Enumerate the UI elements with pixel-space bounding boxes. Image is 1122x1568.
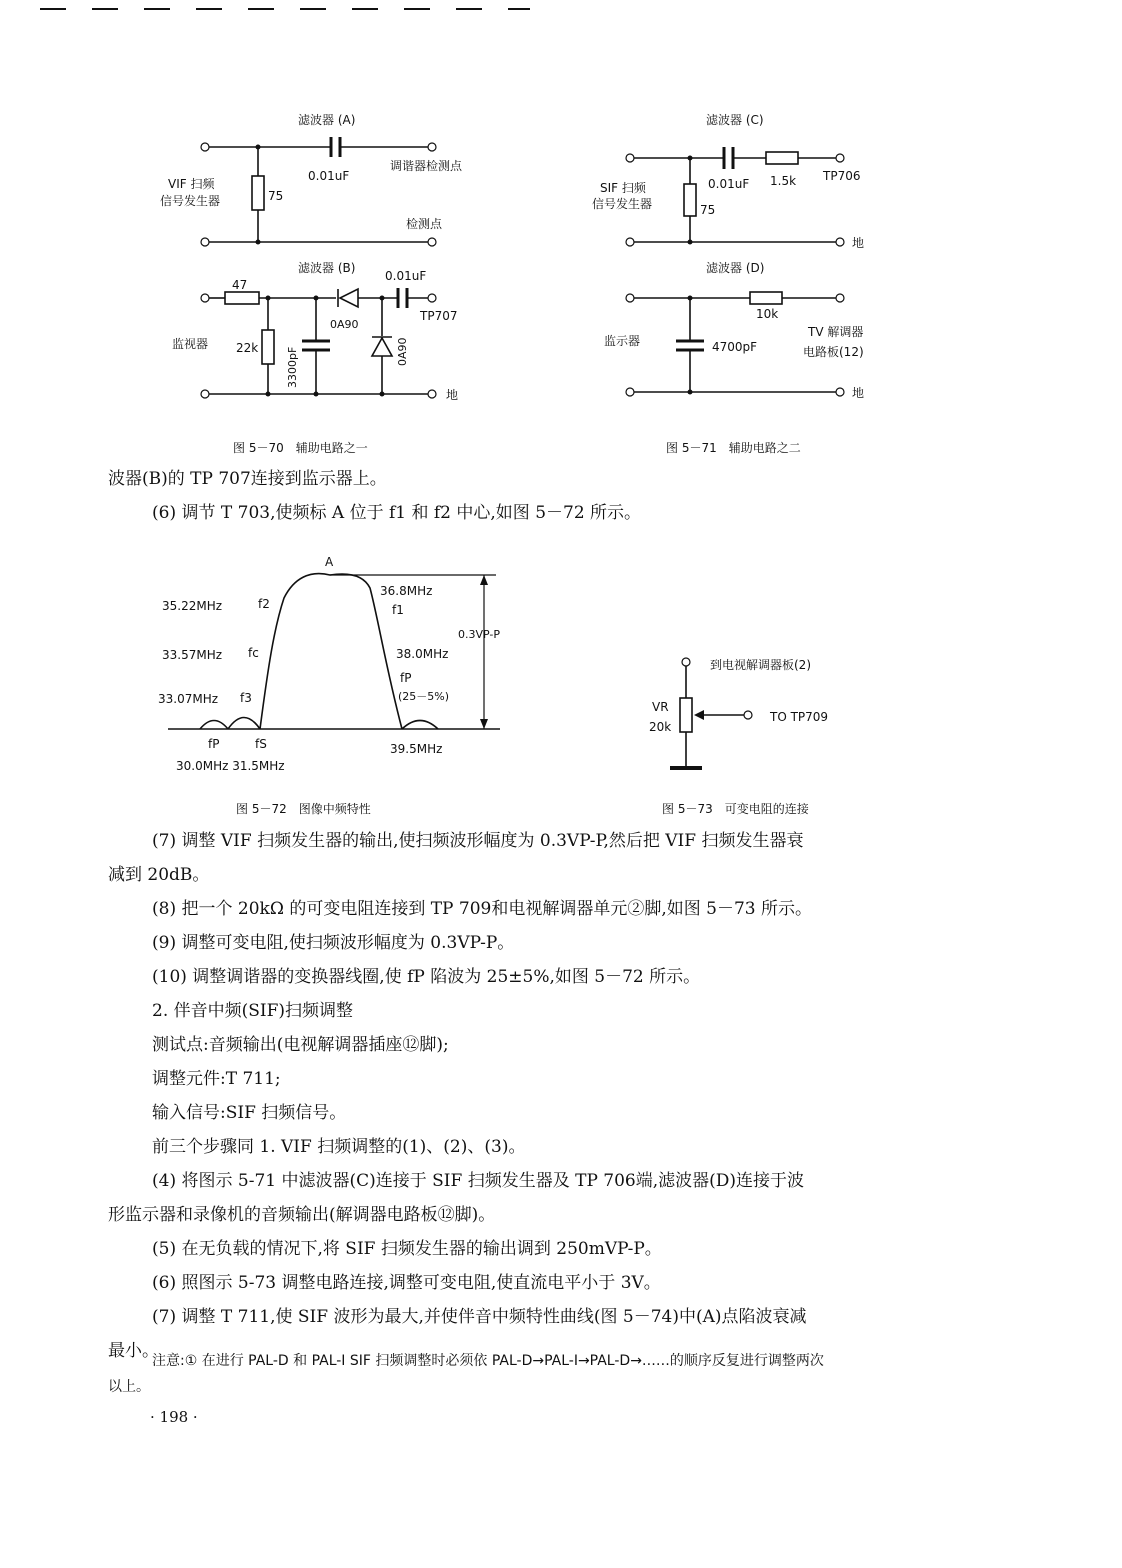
to-tp-label: TO TP709 xyxy=(770,710,829,724)
filter-b-diode2: 0A90 xyxy=(396,337,409,366)
text-line: 输入信号:SIF 扫频信号。 xyxy=(152,1103,347,1123)
terminal xyxy=(682,658,690,666)
terminal xyxy=(836,238,844,246)
side-lobe xyxy=(228,718,260,730)
filter-c-title: 滤波器 (C) xyxy=(706,113,764,127)
diode-horizontal xyxy=(340,289,358,307)
terminal xyxy=(836,294,844,302)
filter-c-res75: 75 xyxy=(700,203,716,217)
body-text-main xyxy=(108,824,988,1368)
filter-b-cap3300: 3300pF xyxy=(286,346,299,388)
terminal xyxy=(836,388,844,396)
fs-label: fS xyxy=(255,737,267,751)
f2-label: f2 xyxy=(258,597,270,611)
filter-a-out-label: 调谐器检测点 xyxy=(390,159,463,173)
terminal xyxy=(201,294,209,302)
terminal xyxy=(201,390,209,398)
filter-a-res-label: 75 xyxy=(268,189,284,203)
fc-label: fc xyxy=(248,646,259,660)
f1-freq: 36.8MHz xyxy=(380,584,433,598)
resistor-22k xyxy=(262,330,274,364)
vr-value: 20k xyxy=(649,720,672,734)
f3-freq: 33.07MHz xyxy=(158,692,219,706)
resistor-75-c xyxy=(684,184,696,216)
text-line: (7) 调整 T 711,使 SIF 波形为最大,并使伴音中频特性曲线(图 5－74)中(A)点陷波衰减 xyxy=(152,1307,807,1327)
text-line: 形监示器和录像机的音频输出(解调器电路板⑫脚)。 xyxy=(108,1205,496,1225)
text-line: (9) 调整可变电阻,使扫频波形幅度为 0.3VP-P。 xyxy=(152,933,515,953)
terminal xyxy=(428,294,436,302)
side-lobe xyxy=(402,721,438,730)
terminal xyxy=(428,238,436,246)
text-line: (8) 把一个 20kΩ 的可变电阻连接到 TP 709和电视解调器单元②脚,如图 5－73 所示。 xyxy=(152,899,813,919)
filter-d-out1: TV 解调器 xyxy=(808,325,864,339)
filter-b-res22: 22k xyxy=(236,341,259,355)
text-line: (6) 调节 T 703,使频标 A 位于 f1 和 f2 中心,如图 5－72 所示。 xyxy=(152,503,642,523)
fp-left-label: fP xyxy=(208,737,220,751)
filter-d-monitor: 监示器 xyxy=(604,334,641,348)
resistor-1-5k xyxy=(766,152,798,164)
high-freq: 39.5MHz xyxy=(390,742,443,756)
terminal xyxy=(428,143,436,151)
terminal xyxy=(428,390,436,398)
fp-freq: 38.0MHz xyxy=(396,647,449,661)
text-line: 减到 20dB。 xyxy=(108,865,210,885)
text-line: (5) 在无负载的情况下,将 SIF 扫频发生器的输出调到 250mVP-P。 xyxy=(152,1239,662,1259)
variable-resistor xyxy=(680,698,692,732)
filter-c-gnd: 地 xyxy=(852,236,865,250)
figure-5-70 xyxy=(0,0,560,470)
filter-a-src2: 信号发生器 xyxy=(160,194,221,208)
filter-b-tp: TP707 xyxy=(420,309,458,323)
f3-label: f3 xyxy=(240,691,252,705)
text-line: 最小。 xyxy=(108,1341,159,1361)
terminal xyxy=(744,711,752,719)
side-lobe xyxy=(200,721,228,730)
filter-d-title: 滤波器 (D) xyxy=(706,261,765,275)
filter-b-title: 滤波器 (B) xyxy=(298,261,356,275)
text-line: 调整元件:T 711; xyxy=(152,1069,281,1089)
filter-d-cap: 4700pF xyxy=(712,340,758,354)
fp-label: fP xyxy=(400,671,412,685)
resistor-75 xyxy=(252,176,264,210)
terminal xyxy=(626,238,634,246)
f1-label: f1 xyxy=(392,603,404,617)
filter-b-gnd: 地 xyxy=(446,388,459,402)
filter-d-out2: 电路板(12) xyxy=(803,345,864,359)
terminal xyxy=(626,388,634,396)
figure-5-73 xyxy=(560,548,1120,818)
marker-a: A xyxy=(325,555,334,569)
filter-a-cap-label: 0.01uF xyxy=(308,169,350,183)
filter-c-src1: SIF 扫频 xyxy=(600,181,646,195)
section-heading: 2. 伴音中频(SIF)扫频调整 xyxy=(152,1001,354,1021)
filter-b-cap-out: 0.01uF xyxy=(385,269,427,283)
filter-a-src1: VIF 扫频 xyxy=(168,177,215,191)
filter-c-src2: 信号发生器 xyxy=(592,197,653,211)
f2-freq: 35.22MHz xyxy=(162,599,223,613)
note-line: 以上。 xyxy=(108,1379,150,1395)
filter-b-monitor: 监视器 xyxy=(172,337,209,351)
figure-5-72 xyxy=(0,548,560,818)
amplitude-label: 0.3VP-P xyxy=(458,628,501,641)
wiper-arrow xyxy=(694,710,704,720)
filter-a-title: 滤波器 (A) xyxy=(298,113,356,127)
figure-5-71 xyxy=(560,0,1120,470)
diode-vertical xyxy=(372,338,392,356)
terminal xyxy=(201,143,209,151)
fp-percent: (25－5%) xyxy=(398,690,450,703)
text-line: (7) 调整 VIF 扫频发生器的输出,使扫频波形幅度为 0.3VP-P,然后把 VIF 扫频发生器衰 xyxy=(152,831,804,851)
fc-freq: 33.57MHz xyxy=(162,648,223,662)
text-line: (6) 照图示 5-73 调整电路连接,调整可变电阻,使直流电平小于 3V。 xyxy=(152,1273,661,1293)
filter-a-gnd-label: 检测点 xyxy=(406,217,443,231)
filter-c-tp: TP706 xyxy=(823,169,861,183)
low-freqs: 30.0MHz 31.5MHz xyxy=(176,759,285,773)
terminal xyxy=(836,154,844,162)
filter-c-res: 1.5k xyxy=(770,174,797,188)
terminal xyxy=(626,154,634,162)
filter-d-gnd: 地 xyxy=(852,386,865,400)
filter-b-diode1: 0A90 xyxy=(330,318,359,331)
filter-b-res47: 47 xyxy=(232,278,248,292)
text-line: 前三个步骤同 1. VIF 扫频调整的(1)、(2)、(3)。 xyxy=(152,1137,526,1157)
note-line: 注意:① 在进行 PAL-D 和 PAL-I SIF 扫频调整时必须依 PAL-D→PAL-I→PAL-D→……的顺序反复进行调整两次 xyxy=(152,1353,824,1369)
text-line: 波器(B)的 TP 707连接到监示器上。 xyxy=(108,469,387,489)
page-number: · 198 · xyxy=(150,1408,198,1426)
figure-5-70-caption: 图 5－70 辅助电路之一 xyxy=(233,441,368,455)
vr-label: VR xyxy=(652,700,669,714)
filter-d-res: 10k xyxy=(756,307,779,321)
text-line: (10) 调整调谐器的变换器线圈,使 fP 陷波为 25±5%,如图 5－72 所示。 xyxy=(152,967,701,987)
filter-c-cap: 0.01uF xyxy=(708,177,750,191)
figure-5-72-caption: 图 5－72 图像中频特性 xyxy=(236,802,371,816)
terminal xyxy=(626,294,634,302)
figure-5-73-caption: 图 5－73 可变电阻的连接 xyxy=(662,802,809,816)
to-board-label: 到电视解调器板(2) xyxy=(710,658,811,672)
body-text-top xyxy=(108,462,988,530)
text-line: (4) 将图示 5-71 中滤波器(C)连接于 SIF 扫频发生器及 TP 706端,滤波器(D)连接于波 xyxy=(152,1171,805,1191)
figure-5-71-caption: 图 5－71 辅助电路之二 xyxy=(666,441,801,455)
terminal xyxy=(201,238,209,246)
text-line: 测试点:音频输出(电视解调器插座⑫脚); xyxy=(152,1035,449,1055)
resistor-10k xyxy=(750,292,782,304)
resistor-47 xyxy=(225,292,259,304)
